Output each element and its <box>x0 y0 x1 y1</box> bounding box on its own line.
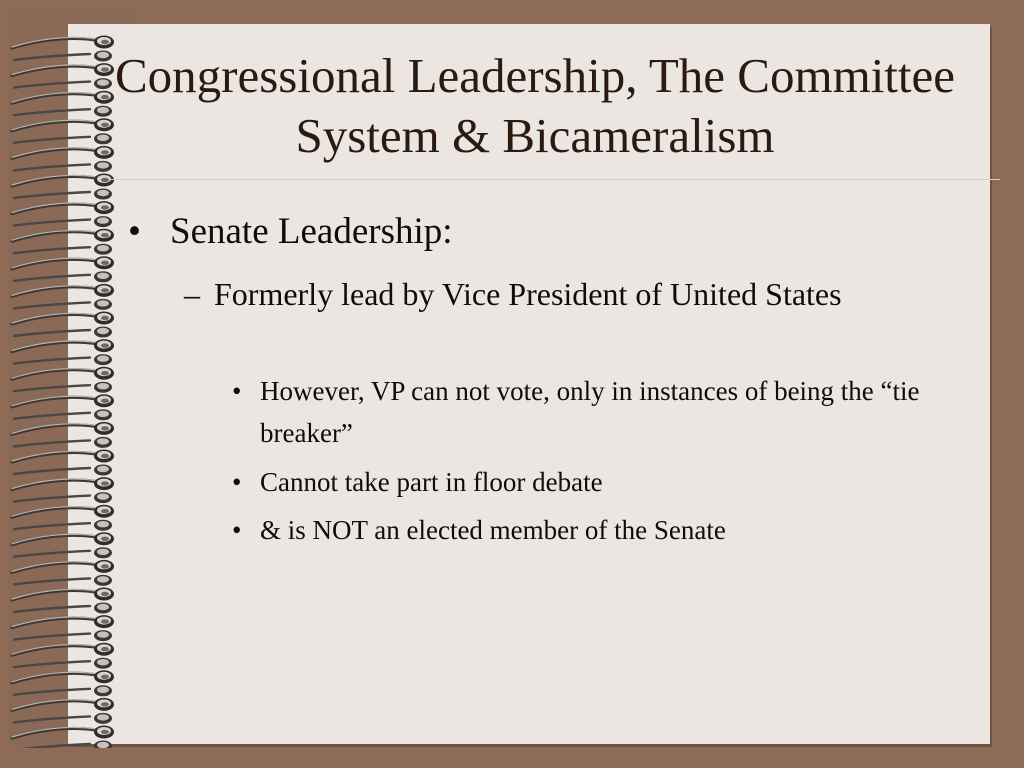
bullet-text: Cannot take part in floor debate <box>260 467 603 497</box>
bullet-text: & is NOT an elected member of the Senate <box>260 515 726 545</box>
dash-icon: – <box>184 276 200 312</box>
bullet-icon: • <box>232 376 242 406</box>
bullet-text: Senate Leadership: <box>170 211 453 252</box>
bullet-icon: • <box>232 467 242 497</box>
slide-title: Congressional Leadership, The Committee System & Bicameralism <box>114 48 956 163</box>
bullet-icon: • <box>232 515 242 545</box>
bullet-text: However, VP can not vote, only in instances of being the “tie breaker” <box>260 376 920 448</box>
bullet-icon: • <box>128 211 141 252</box>
bullet-text: Formerly lead by Vice President of United States <box>214 276 842 312</box>
